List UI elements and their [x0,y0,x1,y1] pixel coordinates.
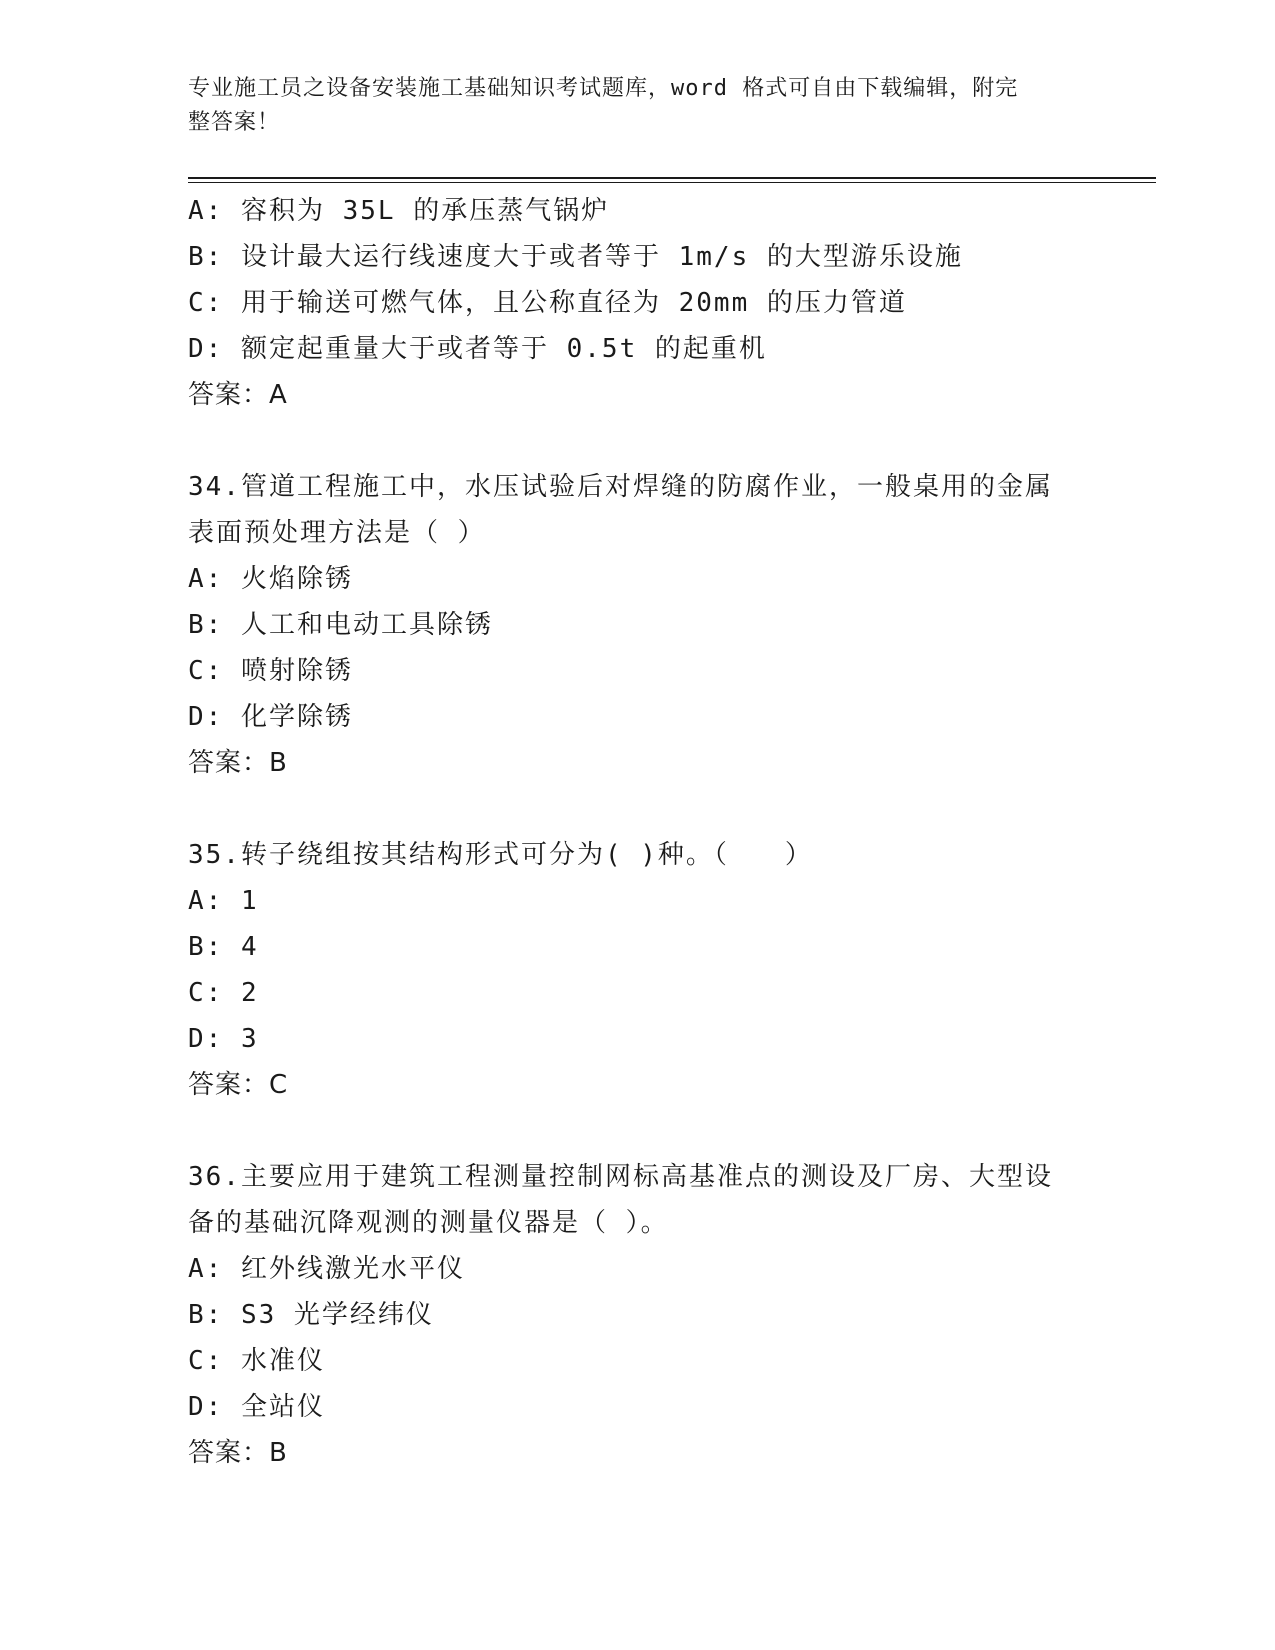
question-list [188,188,1088,1476]
question-34-option-b: B: 人工和电动工具除锈 [188,610,493,640]
question-34-option-d: D: 化学除锈 [188,702,353,732]
header-title-line-1: 专业施工员之设备安装施工基础知识考试题库，word 格式可自由下载编辑，附完 [188,76,1019,101]
question-33-option-d: D: 额定起重量大于或者等于 0.5t 的起重机 [188,334,767,364]
header-divider-thin [188,182,1156,183]
question-34-answer: 答案：B [188,748,288,778]
question-34-block [188,464,1088,786]
question-34-option-a: A: 火焰除锈 [188,564,353,594]
document-header [188,72,1068,140]
question-33-answer: 答案：A [188,380,288,410]
header-divider-thick [188,177,1156,179]
question-36-text-line-1: 36.主要应用于建筑工程测量控制网标高基准点的测设及厂房、大型设 [188,1162,1053,1192]
question-35-text-line-1: 35.转子绕组按其结构形式可分为( )种。（ ） [188,840,813,870]
question-36-option-a: A: 红外线激光水平仪 [188,1254,465,1284]
question-36-option-d: D: 全站仪 [188,1392,325,1422]
question-35-option-c: C: 2 [188,978,259,1008]
spacer [188,418,1088,464]
question-33-option-c: C: 用于输送可燃气体，且公称直径为 20mm 的压力管道 [188,288,907,318]
question-34-text-line-2: 表面预处理方法是（ ） [188,518,486,548]
question-33-option-b: B: 设计最大运行线速度大于或者等于 1m/s 的大型游乐设施 [188,242,963,272]
question-33-option-a: A: 容积为 35L 的承压蒸气锅炉 [188,196,610,226]
question-35-block [188,832,1088,1108]
question-34-option-c: C: 喷射除锈 [188,656,353,686]
spacer [188,1108,1088,1154]
question-35-answer: 答案：C [188,1070,289,1100]
question-34-text-line-1: 34.管道工程施工中，水压试验后对焊缝的防腐作业，一般桌用的金属 [188,472,1053,502]
spacer [188,786,1088,832]
question-35-option-d: D: 3 [188,1024,259,1054]
header-title-line-2: 整答案！ [188,110,281,135]
question-36-option-b: B: S3 光学经纬仪 [188,1300,434,1330]
question-35-option-b: B: 4 [188,932,259,962]
question-36-option-c: C: 水准仪 [188,1346,325,1376]
question-35-option-a: A: 1 [188,886,259,916]
question-36-answer: 答案：B [188,1438,288,1468]
question-36-text-line-2: 备的基础沉降观测的测量仪器是（ ）。 [188,1208,669,1238]
question-36-block [188,1154,1088,1476]
question-33-block [188,188,1088,418]
